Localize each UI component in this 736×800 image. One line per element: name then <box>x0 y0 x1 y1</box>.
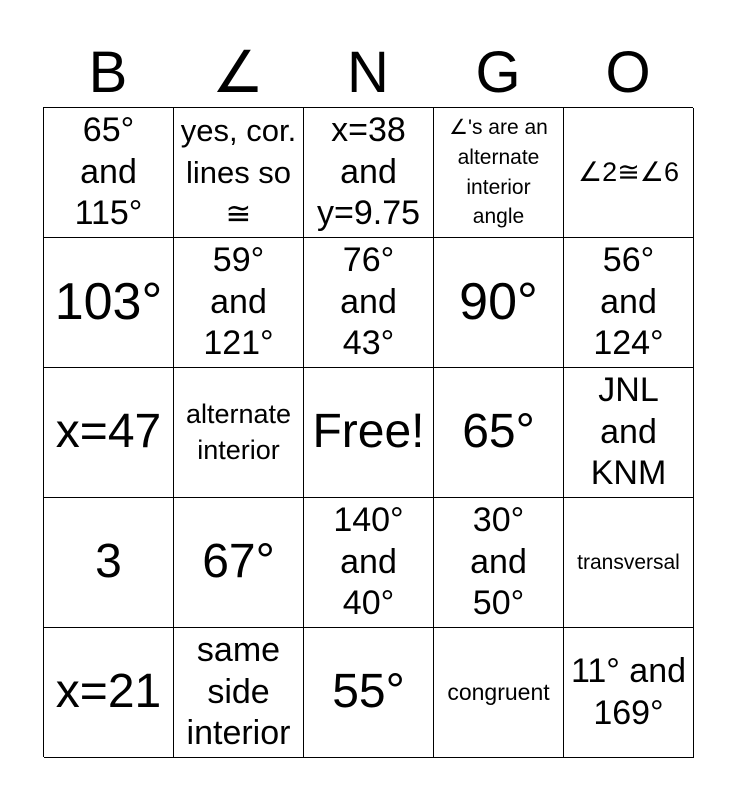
cell-label: ∠2≅∠6 <box>577 156 680 187</box>
cell-label: alternate interior <box>185 399 292 465</box>
bingo-cell[interactable] <box>434 498 564 628</box>
bingo-cell[interactable] <box>44 498 174 628</box>
cell-label: 103° <box>54 272 163 331</box>
bingo-cell[interactable] <box>304 498 434 628</box>
cell-label: 59° and 121° <box>203 241 274 363</box>
bingo-cell[interactable] <box>174 628 304 758</box>
bingo-cell[interactable] <box>434 368 564 498</box>
header-letter-angle: ∠ <box>212 40 264 105</box>
cell-label: 30° and 50° <box>470 501 527 623</box>
cell-label: 65° and 115° <box>74 111 143 233</box>
bingo-cell[interactable] <box>44 238 174 368</box>
cell-label: Free! <box>312 405 425 459</box>
cell-label: yes, cor. lines so ≅ <box>180 112 297 232</box>
bingo-cell[interactable] <box>44 108 174 238</box>
bingo-cell[interactable] <box>44 628 174 758</box>
cell-label: 3 <box>95 535 122 589</box>
bingo-cell[interactable] <box>434 628 564 758</box>
header-letter-n: N <box>347 40 389 105</box>
bingo-board <box>43 107 693 757</box>
cell-label: 90° <box>459 272 538 331</box>
bingo-header <box>43 40 693 106</box>
bingo-cell[interactable] <box>564 628 694 758</box>
bingo-cell[interactable] <box>304 108 434 238</box>
bingo-cell[interactable] <box>304 238 434 368</box>
cell-label: transversal <box>577 550 680 574</box>
cell-label: 56° and 124° <box>593 241 664 363</box>
cell-label: x=38 and y=9.75 <box>316 111 421 233</box>
bingo-cell[interactable] <box>174 238 304 368</box>
cell-label: congruent <box>447 678 550 705</box>
bingo-cell[interactable] <box>174 368 304 498</box>
bingo-cell[interactable] <box>434 238 564 368</box>
bingo-cell[interactable] <box>44 368 174 498</box>
bingo-cell[interactable] <box>174 498 304 628</box>
bingo-cell[interactable] <box>434 108 564 238</box>
header-letter-o: O <box>605 40 651 105</box>
bingo-cell[interactable] <box>304 628 434 758</box>
cell-label: same side interior <box>186 631 291 753</box>
bingo-cell[interactable] <box>564 498 694 628</box>
cell-label: 76° and 43° <box>340 241 397 363</box>
cell-label: x=21 <box>55 665 162 719</box>
header-letter-b: B <box>88 40 128 105</box>
cell-label: ∠'s are an alternate interior angle <box>449 115 548 229</box>
cell-label: 67° <box>202 535 275 589</box>
bingo-cell[interactable] <box>174 108 304 238</box>
header-letter-g: G <box>475 40 521 105</box>
cell-label: 65° <box>462 405 535 459</box>
cell-label: 140° and 40° <box>333 501 404 623</box>
bingo-cell[interactable] <box>564 368 694 498</box>
cell-label: 55° <box>332 665 405 719</box>
bingo-cell[interactable] <box>564 108 694 238</box>
cell-label: x=47 <box>55 405 162 459</box>
cell-label: 11° and 169° <box>570 652 687 732</box>
bingo-cell[interactable] <box>564 238 694 368</box>
cell-label: JNL and KNM <box>590 371 667 493</box>
free-space-cell[interactable] <box>304 368 434 498</box>
